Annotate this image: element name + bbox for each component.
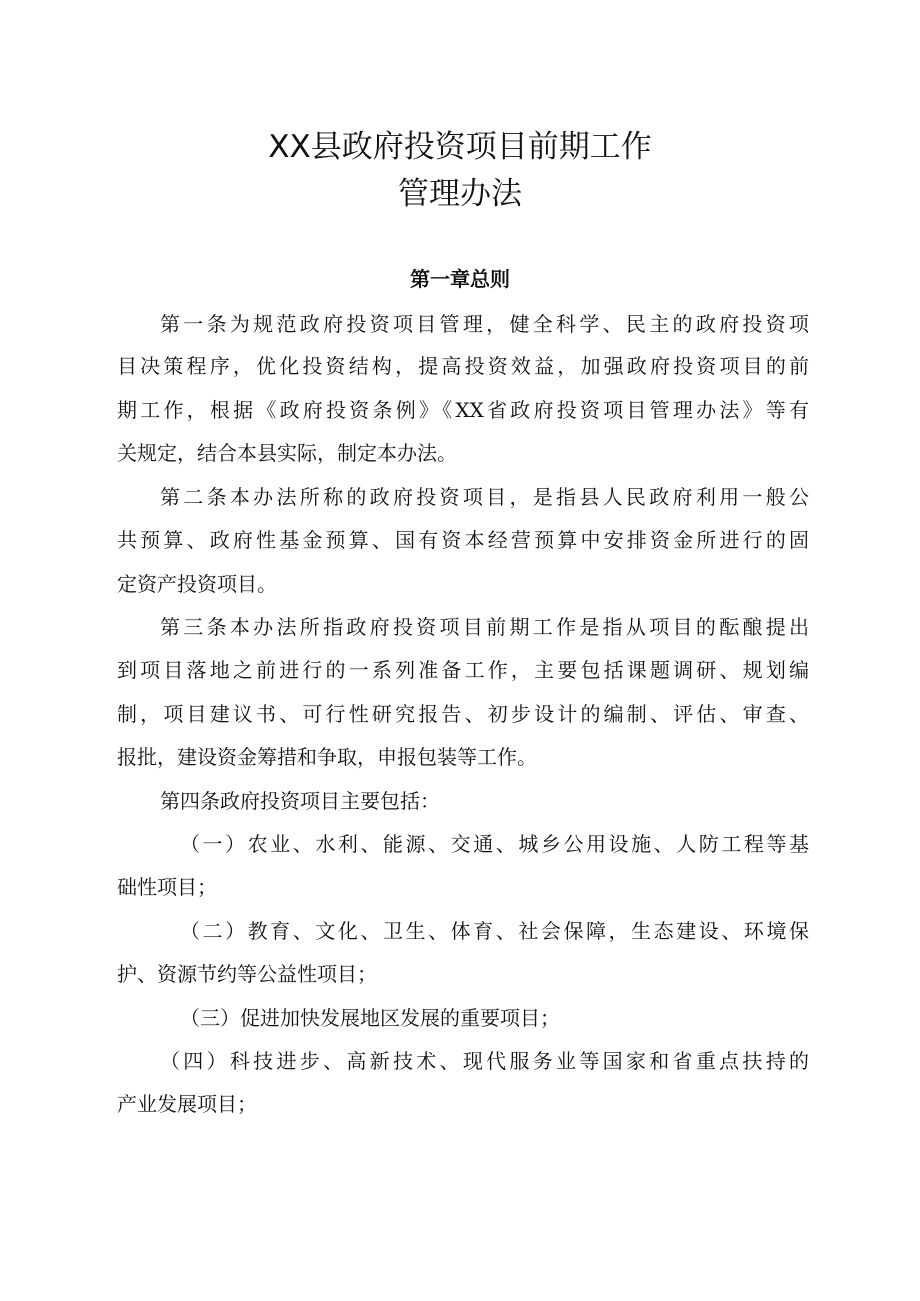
article-2-line-2: 共预算、政府性基金预算、国有资本经营预算中安排资金所进行的固 xyxy=(117,528,809,552)
article-4-item-4-line-2: 产业发展项目； xyxy=(117,1092,257,1116)
document-title-line-1: XX县政府投资项目前期工作 xyxy=(268,129,652,165)
article-4-item-3-line-1: （三）促进加快发展地区发展的重要项目； xyxy=(180,1006,560,1030)
article-2-line-1: 第二条本办法所称的政府投资项目，是指县人民政府利用一般公 xyxy=(160,485,809,509)
article-1-line-2: 目决策程序，优化投资结构，提高投资效益，加强政府投资项目的前 xyxy=(117,354,809,378)
chapter-heading: 第一章总则 xyxy=(410,267,510,291)
article-4-item-1-line-2: 础性项目； xyxy=(117,875,217,899)
article-1-line-4: 关规定，结合本县实际，制定本办法。 xyxy=(117,441,457,465)
article-3-line-4: 报批，建设资金筹措和争取，申报包装等工作。 xyxy=(117,745,537,769)
article-3-line-1: 第三条本办法所指政府投资项目前期工作是指从项目的酝酿提出 xyxy=(160,615,809,639)
article-1-line-3: 期工作，根据《政府投资条例》《XX省政府投资项目管理办法》等有 xyxy=(117,398,809,422)
document-title-line-2: 管理办法 xyxy=(398,176,522,212)
article-4-item-2-line-1: （二）教育、文化、卫生、体育、社会保障，生态建设、环境保 xyxy=(180,919,809,943)
article-3-line-2: 到项目落地之前进行的一系列准备工作，主要包括课题调研、规划编 xyxy=(117,658,809,682)
article-4-line-1: 第四条政府投资项目主要包括： xyxy=(160,789,440,813)
article-3-line-3: 制，项目建议书、可行性研究报告、初步设计的编制、评估、审查、 xyxy=(117,702,809,726)
article-1-line-1: 第一条为规范政府投资项目管理，健全科学、民主的政府投资项 xyxy=(160,312,809,336)
article-4-item-2-line-2: 护、资源节约等公益性项目； xyxy=(117,962,377,986)
article-4-item-4-line-1: （四）科技进步、高新技术、现代服务业等国家和省重点扶持的 xyxy=(160,1049,809,1073)
article-2-line-3: 定资产投资项目。 xyxy=(117,572,277,596)
article-4-item-1-line-1: （一）农业、水利、能源、交通、城乡公用设施、人防工程等基 xyxy=(180,832,809,856)
